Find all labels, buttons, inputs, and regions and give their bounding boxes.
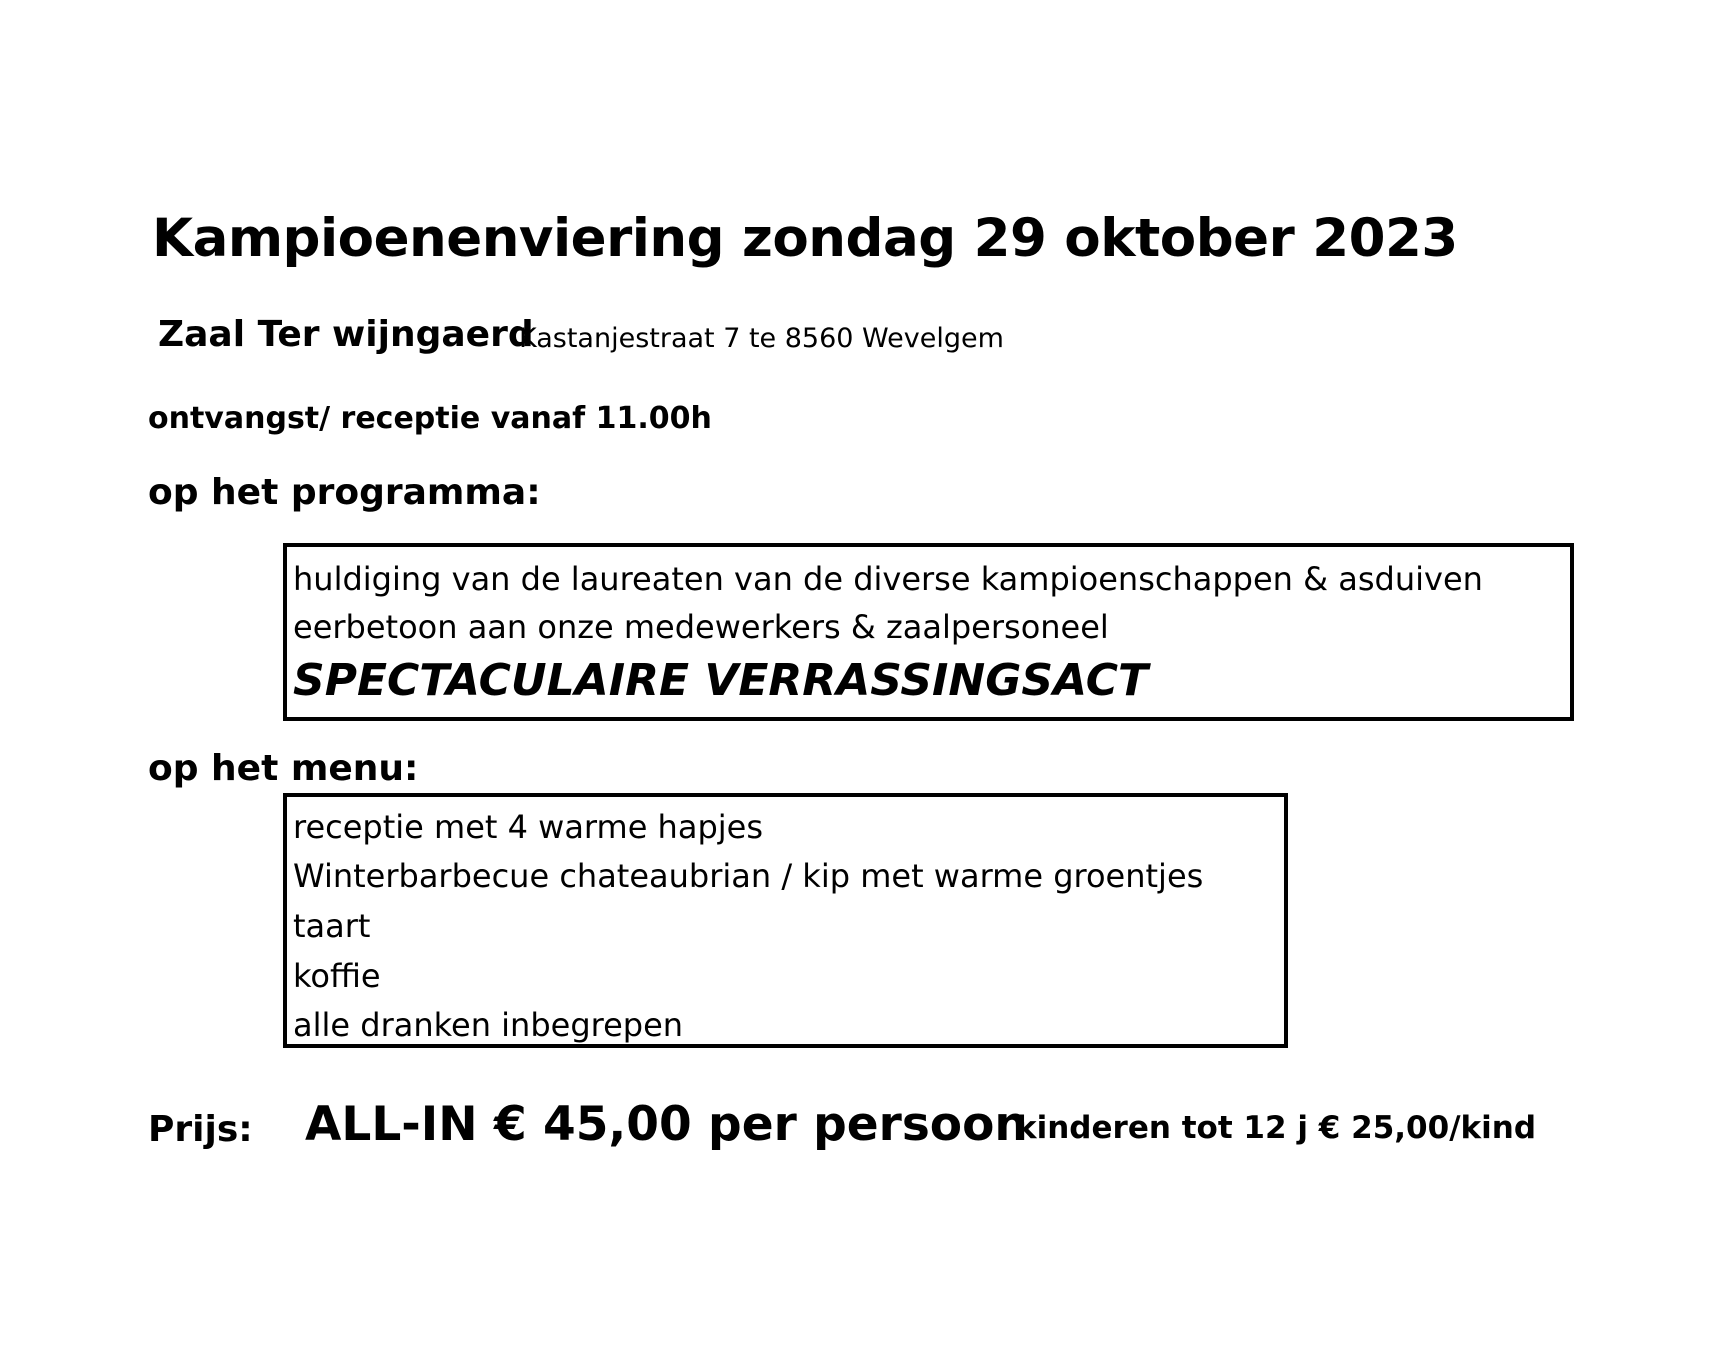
menu-box xyxy=(283,793,1288,1048)
menu-item-koffie: koffie xyxy=(293,957,381,995)
price-label: Prijs: xyxy=(148,1109,253,1150)
program-item-eerbetoon: eerbetoon aan onze medewerkers & zaalpersoneel xyxy=(293,608,1109,646)
program-heading: op het programma: xyxy=(148,472,541,513)
menu-item-taart: taart xyxy=(293,907,371,945)
price-kids: kinderen tot 12 j € 25,00/kind xyxy=(1016,1110,1537,1146)
event-title: Kampioenenviering zondag 29 oktober 2023 xyxy=(152,208,1458,269)
reception-time: ontvangst/ receptie vanaf 11.00h xyxy=(148,401,712,436)
program-item-verrassingsact: SPECTACULAIRE VERRASSINGSACT xyxy=(293,655,1149,706)
venue-name: Zaal Ter wijngaerd xyxy=(158,314,534,355)
venue-address: Kastanjestraat 7 te 8560 Wevelgem xyxy=(519,323,1004,354)
program-box xyxy=(283,543,1574,721)
price-main: ALL-IN € 45,00 per persoon xyxy=(305,1097,1028,1152)
menu-item-winterbarbecue: Winterbarbecue chateaubrian / kip met warme groentjes xyxy=(293,857,1204,895)
menu-heading: op het menu: xyxy=(148,748,419,789)
program-item-huldiging: huldiging van de laureaten van de diverse kampioenschappen & asduiven xyxy=(293,560,1483,598)
menu-item-dranken: alle dranken inbegrepen xyxy=(293,1006,684,1044)
menu-item-receptie: receptie met 4 warme hapjes xyxy=(293,808,763,846)
